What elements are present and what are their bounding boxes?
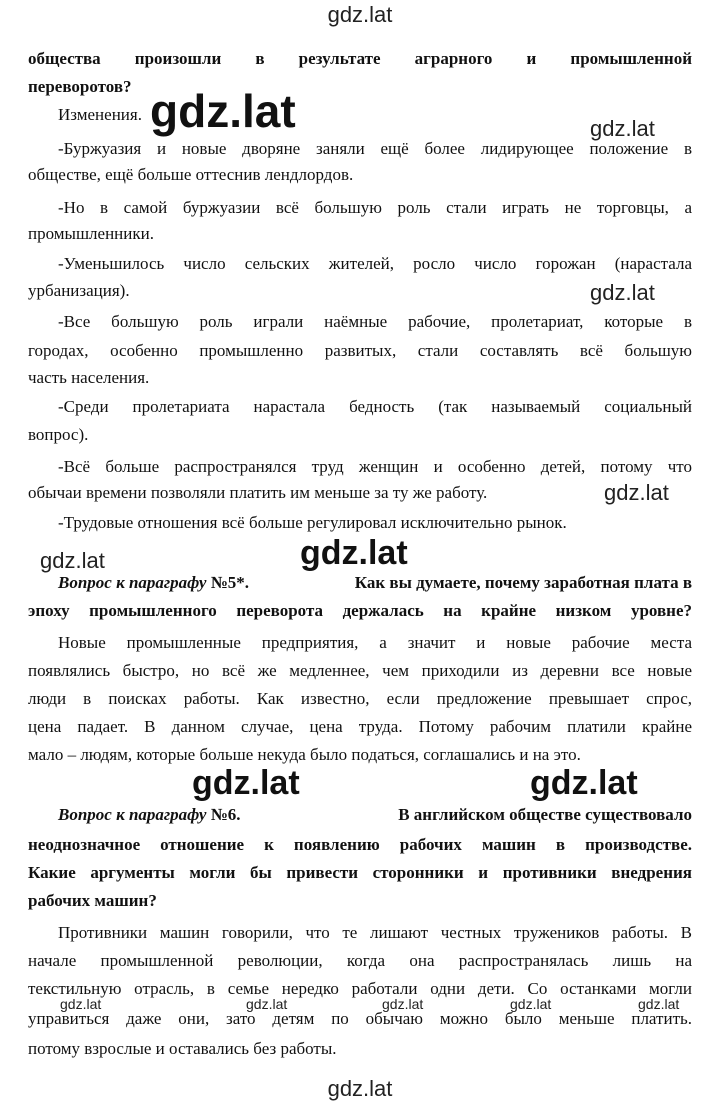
intro-text: Изменения. xyxy=(58,105,142,124)
question-line: общества произошли в результате аграрного и промышленной xyxy=(28,49,692,68)
text-line: -Среди пролетариата нарастала бедность (так называемый социальный xyxy=(58,397,692,416)
question-line: переворотов? xyxy=(28,77,132,96)
watermark-large: gdz.lat xyxy=(150,85,296,137)
text-line: городах, особенно промышленно развитых, стали составлять всё большую xyxy=(28,341,692,360)
text-line: урбанизация). xyxy=(28,281,130,300)
text-line: -Уменьшилось число сельских жителей, росло число горожан (нарастала xyxy=(58,254,692,273)
watermark-large: gdz.lat xyxy=(530,764,638,802)
answer-line: люди в поисках работы. Как известно, если предложение превышает спрос, xyxy=(28,689,692,708)
text-line: обществе, ещё больше оттеснив лендлордов. xyxy=(28,165,354,184)
answer-line: текстильную отрасль, в семье нередко работали одни дети. Со останками могли xyxy=(28,979,692,998)
watermark-small: gdz.lat xyxy=(60,996,102,1012)
text-line: -Трудовые отношения всё больше регулировал исключительно рынок. xyxy=(58,513,567,532)
question-line: Какие аргументы могли бы привести сторонники и противники внедрения xyxy=(28,863,692,882)
question-line: эпоху промышленного переворота держалась на крайне низком уровне? xyxy=(28,601,692,620)
watermark-small: gdz.lat xyxy=(510,996,552,1012)
question-label: Вопрос к параграфу xyxy=(58,573,207,592)
question-heading xyxy=(58,572,692,594)
watermark-small: gdz.lat xyxy=(382,996,424,1012)
watermark: gdz.lat xyxy=(604,480,669,505)
question-number: №5*. xyxy=(210,573,250,592)
answer-line: Новые промышленные предприятия, а значит и новые рабочие места xyxy=(58,633,692,652)
answer-line: Противники машин говорили, что те лишают честных тружеников работы. В xyxy=(58,923,692,942)
answer-line: появлялись быстро, но всё же медленнее, чем приходили из деревни все новые xyxy=(28,661,692,680)
answer-line: начале промышленной революции, когда она распространялась лишь на xyxy=(28,951,692,970)
watermark-large: gdz.lat xyxy=(192,764,300,802)
question-text: В английском обществе существовало xyxy=(398,805,692,824)
text-line: -Все большую роль играли наёмные рабочие, пролетариат, которые в xyxy=(58,312,692,331)
text-line: промышленники. xyxy=(28,224,154,243)
text-line: обычаи времени позволяли платить им меньше за ту же работу. xyxy=(28,483,488,502)
watermark-small: gdz.lat xyxy=(246,996,288,1012)
text-line: -Буржуазия и новые дворяне заняли ещё более лидирующее положение в xyxy=(58,139,692,158)
text-line: -Всё больше распространялся труд женщин и особенно детей, потому что xyxy=(58,457,692,476)
watermark: gdz.lat xyxy=(590,280,655,305)
answer-line: мало – людям, которые больше некуда было податься, соглашались и на это. xyxy=(28,745,581,764)
watermark: gdz.lat xyxy=(590,116,655,141)
text-line: часть населения. xyxy=(28,368,150,387)
question-text: Как вы думаете, почему заработная плата в xyxy=(354,573,692,592)
answer-line: цена падает. В данном случае, цена труда. Потому рабочим платили крайне xyxy=(28,717,692,736)
question-number: №6. xyxy=(210,805,241,824)
watermark: gdz.lat xyxy=(40,548,105,573)
watermark-bottom: gdz.lat xyxy=(327,1076,393,1101)
question-line: рабочих машин? xyxy=(28,891,157,910)
answer-line: управиться даже они, зато детям по обычаю можно было меньше платить. xyxy=(28,1009,692,1028)
watermark-top: gdz.lat xyxy=(327,2,393,27)
answer-line: потому взрослые и оставались без работы. xyxy=(28,1039,337,1058)
text-line: -Но в самой буржуазии всё большую роль стали играть не торговцы, а xyxy=(58,198,692,217)
watermark-large: gdz.lat xyxy=(300,534,408,572)
question-heading xyxy=(58,804,692,826)
question-line: неоднозначное отношение к появлению рабочих машин в производстве. xyxy=(28,835,692,854)
watermark-small: gdz.lat xyxy=(638,996,680,1012)
question-label: Вопрос к параграфу xyxy=(58,805,207,824)
text-line: вопрос). xyxy=(28,425,89,444)
